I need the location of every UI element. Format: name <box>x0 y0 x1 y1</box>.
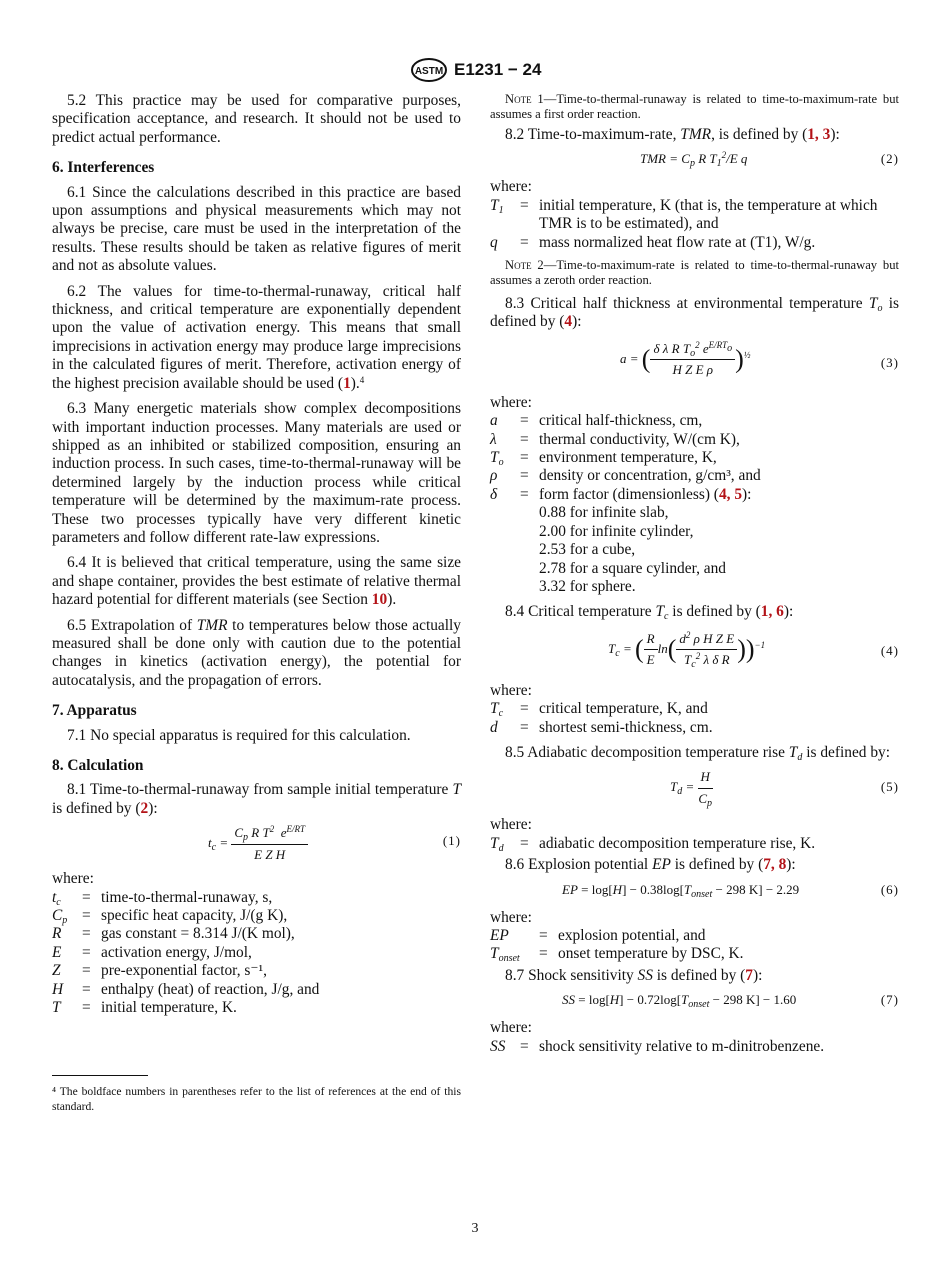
definition-row: R = gas constant = 8.314 J/(K mol), <box>52 925 295 943</box>
section-8-heading: 8. Calculation <box>52 757 144 774</box>
definitions-eq6 <box>490 927 744 964</box>
where-label: where: <box>490 908 532 926</box>
section-6-heading: 6. Interferences <box>52 159 155 177</box>
note-1: Note 1—Time-to-thermal-runaway is related to time-to-maximum-rate but assumes a first order reaction. <box>490 92 899 121</box>
page-number: 3 <box>471 1221 479 1236</box>
para-7-1: 7.1 No special apparatus is required for this calculation. <box>67 726 411 744</box>
definition-delta: δ = form factor (dimensionless) (4, 5): <box>490 485 752 503</box>
ref-link[interactable]: 4 <box>564 313 573 331</box>
ref-link[interactable]: 1 <box>343 374 351 392</box>
where-label: where: <box>490 1019 532 1037</box>
form-factor-item: 3.32 for sphere. <box>539 577 636 595</box>
definition-row: $T_c$ = critical temperature, K, and <box>490 700 708 720</box>
form-factor-item: 2.00 for infinite cylinder, <box>539 522 694 540</box>
definitions-eq1 <box>52 889 319 1018</box>
definition-row: $T_1$ = initial temperature, K (that is, the temperature at which TMR is to be estimated), and <box>490 196 878 233</box>
equation-3: a = ( $\frac{\delta \lambda R T_o^2 e^{E/RT_o}}{\text{H Z E ρ}}$ )$^{\frac{1}{2}}$ (3) <box>620 339 899 378</box>
para-8-6: 8.6 Explosion potential EP is defined by (7, 8): <box>505 856 796 874</box>
para-8-2: 8.2 Time-to-maximum-rate, TMR, is defined by (1, 3): <box>505 126 840 143</box>
definition-row: $t_c$ = time-to-thermal-runaway, s, <box>52 888 273 908</box>
where-label: where: <box>490 816 532 834</box>
definition-row: $T_d$ = adiabatic decomposition temperature rise, K. <box>490 834 816 854</box>
form-factor-item: 2.78 for a square cylinder, and <box>539 559 726 577</box>
equation-2: TMR = $C_p$ R $T_1^2/E$ q (2) <box>640 150 899 170</box>
para-8-4: 8.4 Critical temperature $T_c$ is defined by (1, 6): <box>505 603 794 623</box>
definition-row: SS = shock sensitivity relative to m-dinitrobenzene. <box>490 1037 825 1055</box>
ref-link[interactable]: 7, 8 <box>763 856 787 874</box>
definition-row: E = activation energy, J/mol, <box>52 943 252 961</box>
ref-link[interactable]: 1, 6 <box>760 603 784 621</box>
definitions-eq4 <box>490 700 713 737</box>
definition-row: q = mass normalized heat flow rate at (T1), W/g. <box>490 233 816 251</box>
definition-row: Z = pre-exponential factor, s⁻¹, <box>52 962 267 980</box>
para-8-3: 8.3 Critical half thickness at environmental temperature $T_o$ is defined by (4): <box>490 295 899 331</box>
equation-4: $T_c$ = ( $\frac{R}{E}$ ln( $\frac{d^2 \rho H Z E}{T_c^2 \lambda \delta R}$ ))$^{-1}$ (4) <box>608 629 899 671</box>
footnote-marker[interactable]: 4 <box>359 374 365 385</box>
footnote-rule <box>52 1075 148 1076</box>
definition-row: $C_p$ = specific heat capacity, J/(g K), <box>52 907 288 927</box>
standard-designation: E1231 − 24 <box>454 60 542 79</box>
section-link[interactable]: 10 <box>371 591 388 609</box>
para-8-1: 8.1 Time-to-thermal-runaway from sample initial temperature T is defined by (2): <box>52 781 461 817</box>
definitions-eq5 <box>490 835 815 853</box>
where-label: where: <box>490 393 532 411</box>
definition-row: EP = explosion potential, and <box>490 926 706 944</box>
definition-row: $T_{onset}$ = onset temperature by DSC, K. <box>490 945 744 965</box>
definition-row: a = critical half-thickness, cm, <box>490 412 703 430</box>
equation-5: $T_d$ = $\frac{H}{C_p}$ (5) <box>670 769 899 809</box>
ref-link[interactable]: 4, 5 <box>718 485 743 503</box>
definition-row: ρ = density or concentration, g/cm³, and <box>490 467 761 485</box>
ref-link[interactable]: 1, 3 <box>807 126 831 143</box>
where-label: where: <box>490 681 532 699</box>
note-2: Note 2—Time-to-maximum-rate is related to time-to-thermal-runaway but assumes a zeroth order reaction. <box>490 258 899 288</box>
page-header <box>0 58 950 82</box>
definitions-eq2 <box>490 197 899 252</box>
ref-link[interactable]: 7 <box>745 966 753 984</box>
para-8-5: 8.5 Adiabatic decomposition temperature rise $T_d$ is defined by: <box>505 743 890 763</box>
definition-row: T = initial temperature, K. <box>52 999 237 1017</box>
para-6-4: 6.4 It is believed that critical temperature, using the same size and shape container, provides the best estimate of relative thermal hazard potential for different materials (see Section 10). <box>52 554 461 609</box>
where-label: where: <box>490 178 532 196</box>
definition-row: λ = thermal conductivity, W/(cm K), <box>490 430 740 448</box>
section-7-heading: 7. Apparatus <box>52 702 137 720</box>
equation-6: EP = $\log[H] - 0.38\log[T_{onset} - 298$ K] − 2.29 (6) <box>562 881 899 900</box>
para-6-1: 6.1 Since the calculations described in this practice are based upon assumptions and physical measurements which may not always be precise, care must be used in the interpretation of the results. These results should be taken as relative figures of merit and not as absolute values. <box>52 183 461 275</box>
equation-1: $t_c$ = $\frac{C_p R T^2 e^{E/RT}}{\text{E Z H}}$ (1) <box>208 824 461 862</box>
form-factor-list <box>539 504 899 596</box>
para-6-2: 6.2 The values for time-to-thermal-runaway, critical half thickness, and critical temperature are exponentially dependent upon the value of activation energy. This means that small imprecisions in activation energy may produce large imprecisions in the calculated figures of merit. Therefore, activation energy of the highest precision available should be used (1).$^4$ <box>52 282 461 392</box>
form-factor-item: 0.88 for infinite slab, <box>539 504 669 522</box>
para-8-7: 8.7 Shock sensitivity SS is defined by (7): <box>505 966 763 984</box>
definition-row: d = shortest semi-thickness, cm. <box>490 718 713 736</box>
right-column <box>490 92 899 1056</box>
svg-text:ASTM: ASTM <box>414 66 444 77</box>
definitions-eq3 <box>490 412 761 486</box>
equation-7: SS = $\log[H] - 0.72\log[T_{onset} - 298$ K] − 1.60 (7) <box>562 992 899 1011</box>
definition-row: H = enthalpy (heat) of reaction, J/g, and <box>52 980 320 998</box>
para-6-3: 6.3 Many energetic materials show complex decompositions with important induction processes. Many materials are used or shipped as an inhibited or stabilized composition, ensuring an induction process. In such cases, time-to-thermal-runaway will be determined largely by the induction process while critical temperature will be determined by the maximum-rate process. These two processes typically have very different kinetic parameters and follow different rate-law expressions. <box>52 400 461 546</box>
where-label: where: <box>52 870 94 888</box>
astm-logo-icon <box>410 58 448 82</box>
para-6-5: 6.5 Extrapolation of TMR to temperatures below those actually measured shall be done only with caution due to the potential changes in kinetics (activation energy), the potential for autocatalysis, and the propagation of errors. <box>52 616 462 689</box>
form-factor-item: 2.53 for a cube, <box>539 541 636 559</box>
definitions-eq7 <box>490 1038 824 1056</box>
left-column <box>52 92 461 1017</box>
para-5-2: 5.2 This practice may be used for comparative purposes, specification acceptance, and research. It should not be used to predict actual performance. <box>52 92 461 146</box>
footnote-4: ⁴ The boldface numbers in parentheses refer to the list of references at the end of this standard. <box>52 1085 461 1113</box>
ref-link[interactable]: 2 <box>140 799 149 817</box>
definition-row: $T_o$ = environment temperature, K, <box>490 449 717 469</box>
